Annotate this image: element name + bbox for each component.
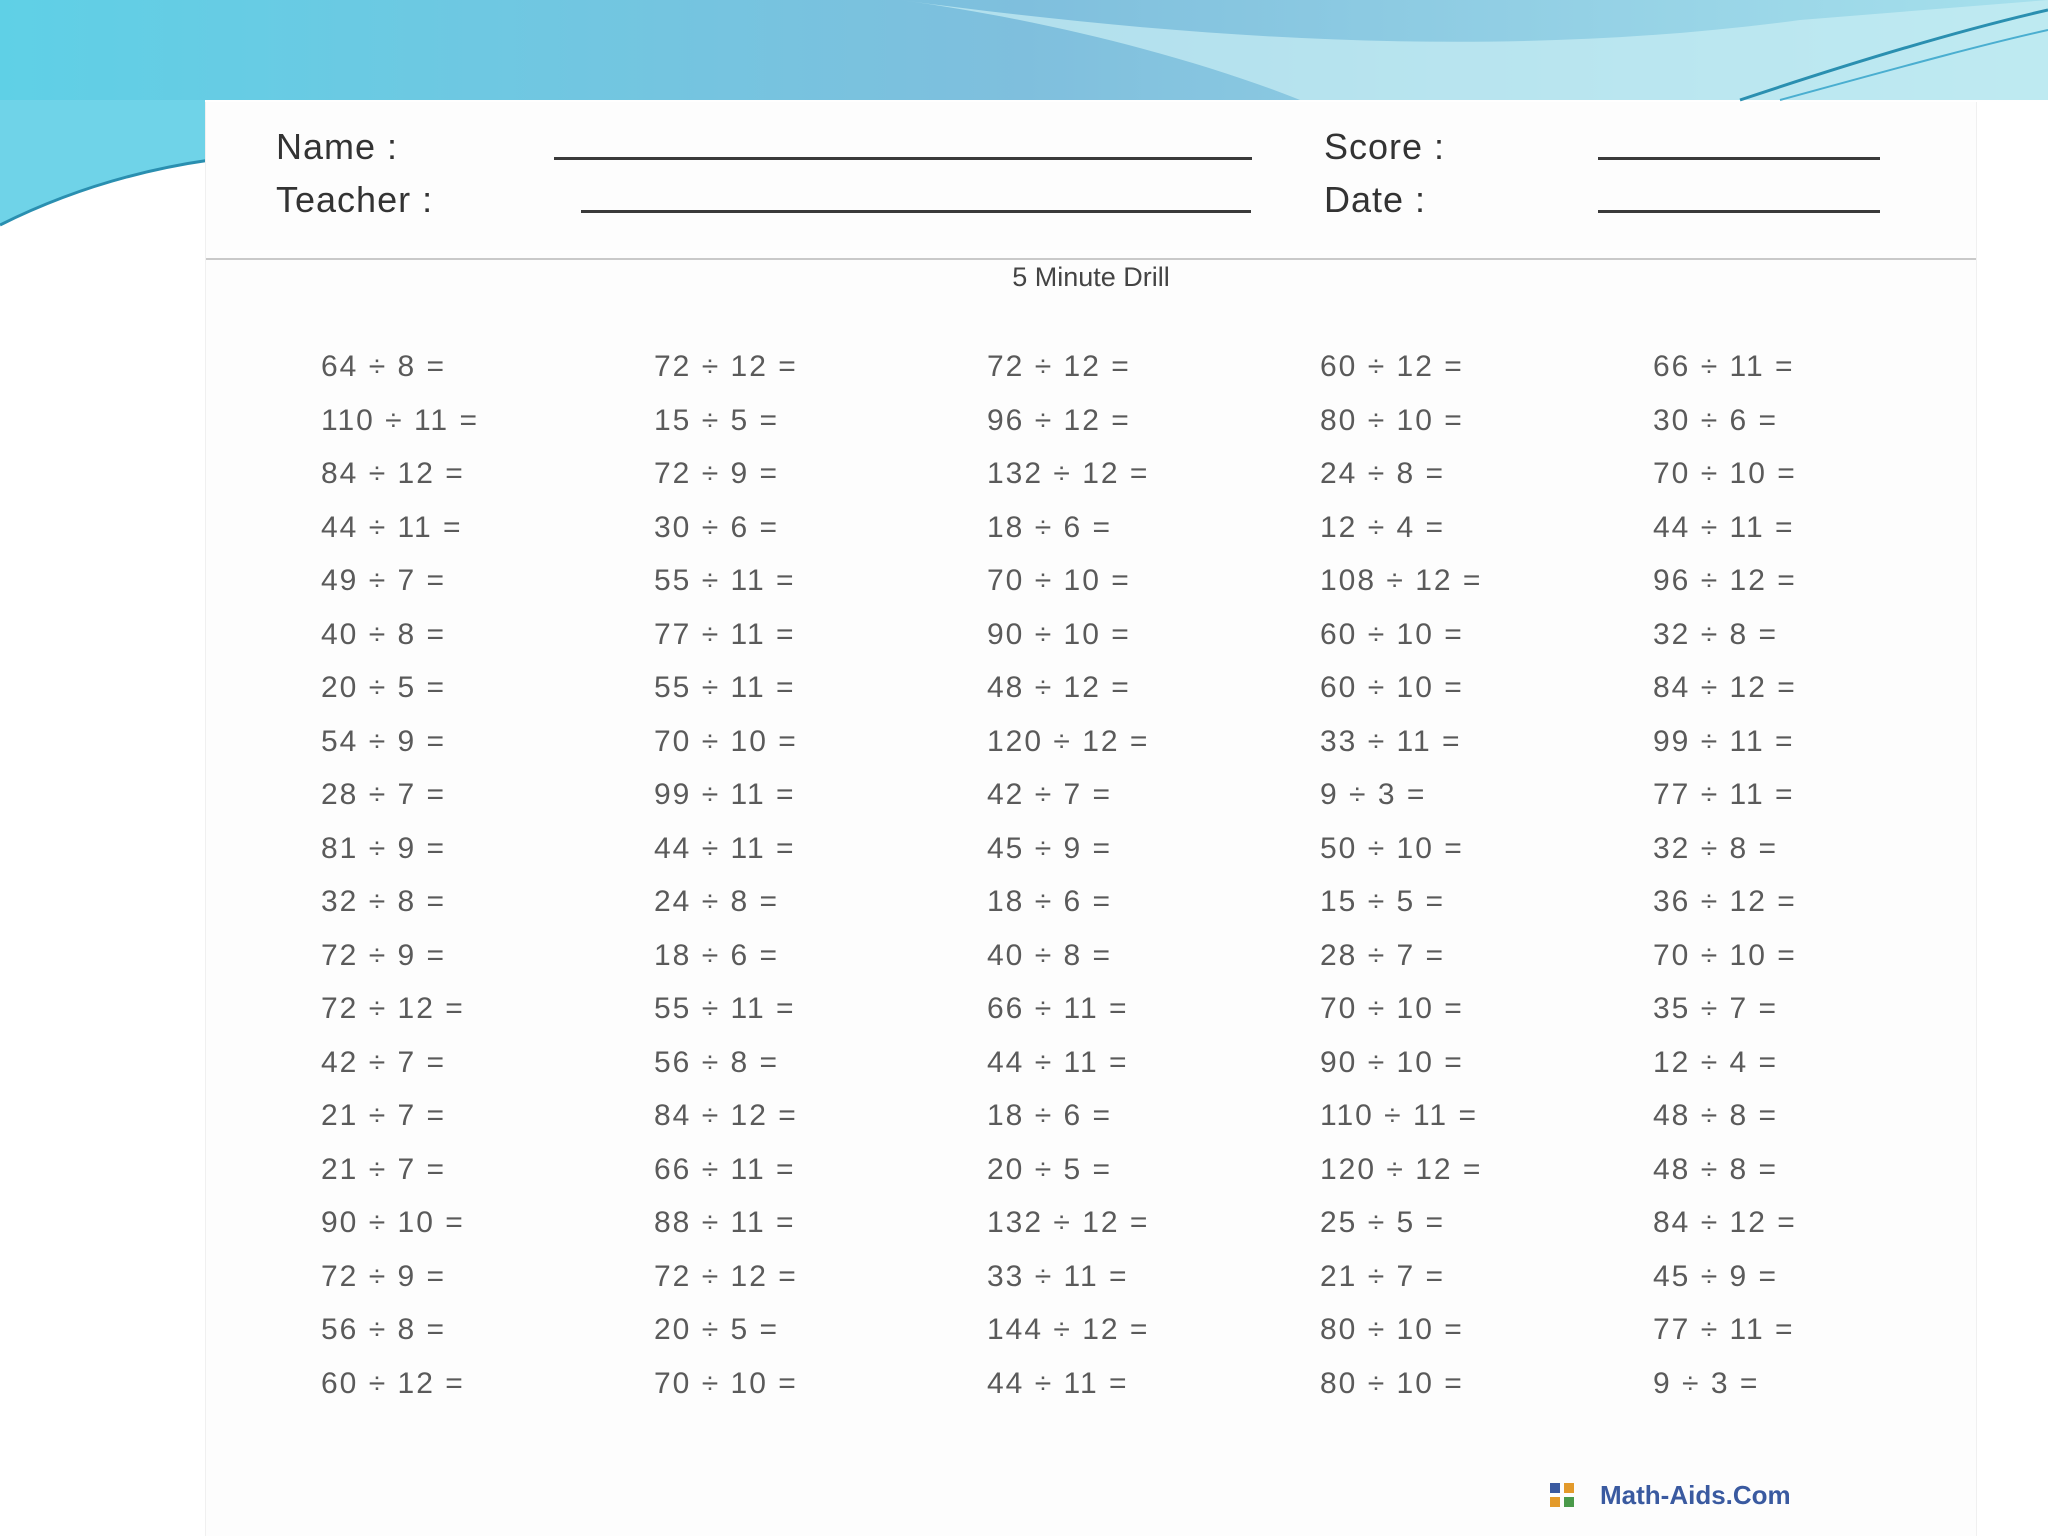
division-problem: 56 ÷ 8 = xyxy=(321,1313,447,1346)
division-problem: 15 ÷ 5 = xyxy=(1320,885,1446,918)
division-problem: 40 ÷ 8 = xyxy=(987,938,1113,972)
division-problem: 84 ÷ 12 = xyxy=(1653,671,1797,704)
division-problem: 18 ÷ 6 = xyxy=(987,885,1113,918)
division-problem: 44 ÷ 11 = xyxy=(987,1366,1129,1400)
division-problem: 60 ÷ 10 = xyxy=(1320,617,1464,651)
division-problem: 70 ÷ 10 = xyxy=(654,1366,798,1400)
division-problem: 84 ÷ 12 = xyxy=(1653,1206,1797,1239)
division-problem: 132 ÷ 12 = xyxy=(987,1206,1150,1239)
division-problem: 44 ÷ 11 = xyxy=(321,510,463,544)
division-problem: 12 ÷ 4 = xyxy=(1320,510,1446,544)
division-problem: 24 ÷ 8 = xyxy=(654,885,780,918)
division-problem: 72 ÷ 12 = xyxy=(654,1259,798,1293)
division-problem: 72 ÷ 9 = xyxy=(321,1259,447,1293)
division-problem: 32 ÷ 8 = xyxy=(1653,831,1779,865)
division-problem: 20 ÷ 5 = xyxy=(321,671,447,704)
division-problem: 99 ÷ 11 = xyxy=(654,778,796,811)
problem-grid xyxy=(321,340,1981,1410)
division-problem: 21 ÷ 7 = xyxy=(321,1099,447,1132)
division-problem: 96 ÷ 12 = xyxy=(1653,564,1797,597)
division-problem: 44 ÷ 11 = xyxy=(1653,510,1795,544)
division-problem: 110 ÷ 11 = xyxy=(321,403,479,437)
drill-title: 5 Minute Drill xyxy=(1012,262,1170,292)
division-problem: 33 ÷ 11 = xyxy=(987,1259,1129,1293)
division-problem: 33 ÷ 11 = xyxy=(1320,724,1462,758)
logo-text: Math-Aids.Com xyxy=(1600,1480,1791,1510)
division-problem: 84 ÷ 12 = xyxy=(654,1099,798,1132)
worksheet xyxy=(205,102,1977,1536)
division-problem: 88 ÷ 11 = xyxy=(654,1206,796,1239)
division-problem: 80 ÷ 10 = xyxy=(1320,1313,1464,1346)
division-problem: 72 ÷ 12 = xyxy=(987,350,1131,383)
division-problem: 25 ÷ 5 = xyxy=(1320,1206,1446,1239)
division-problem: 12 ÷ 4 = xyxy=(1653,1045,1779,1079)
score-label: Score : xyxy=(1324,126,1446,167)
division-problem: 18 ÷ 6 = xyxy=(987,1099,1113,1132)
division-problem: 44 ÷ 11 = xyxy=(654,831,796,865)
division-problem: 80 ÷ 10 = xyxy=(1320,1366,1464,1400)
division-problem: 72 ÷ 12 = xyxy=(321,992,465,1025)
division-problem: 70 ÷ 10 = xyxy=(987,564,1131,597)
division-problem: 77 ÷ 11 = xyxy=(1653,1313,1795,1346)
division-problem: 32 ÷ 8 = xyxy=(321,885,447,918)
name-line[interactable] xyxy=(554,157,1252,160)
footer-logo xyxy=(1548,1480,1791,1511)
division-problem: 108 ÷ 12 = xyxy=(1320,564,1483,597)
division-problem: 30 ÷ 6 = xyxy=(1653,403,1779,437)
header-divider xyxy=(206,258,1976,260)
division-problem: 50 ÷ 10 = xyxy=(1320,831,1464,865)
division-problem: 70 ÷ 10 = xyxy=(654,724,798,758)
division-problem: 49 ÷ 7 = xyxy=(321,564,447,597)
division-problem: 32 ÷ 8 = xyxy=(1653,617,1779,651)
division-problem: 84 ÷ 12 = xyxy=(321,457,465,490)
division-problem: 20 ÷ 5 = xyxy=(987,1152,1113,1186)
division-problem: 99 ÷ 11 = xyxy=(1653,724,1795,758)
division-problem: 56 ÷ 8 = xyxy=(654,1045,780,1079)
division-problem: 77 ÷ 11 = xyxy=(654,617,796,651)
division-problem: 15 ÷ 5 = xyxy=(654,403,780,437)
division-problem: 48 ÷ 8 = xyxy=(1653,1099,1779,1132)
division-problem: 40 ÷ 8 = xyxy=(321,617,447,651)
division-problem: 20 ÷ 5 = xyxy=(654,1313,780,1346)
division-problem: 110 ÷ 11 = xyxy=(1320,1099,1478,1132)
division-problem: 80 ÷ 10 = xyxy=(1320,403,1464,437)
name-label: Name : xyxy=(276,126,399,167)
division-problem: 81 ÷ 9 = xyxy=(321,831,447,865)
score-line[interactable] xyxy=(1598,157,1880,160)
division-problem: 66 ÷ 11 = xyxy=(1653,350,1795,383)
division-problem: 72 ÷ 9 = xyxy=(321,938,447,972)
division-problem: 54 ÷ 9 = xyxy=(321,724,447,758)
division-problem: 28 ÷ 7 = xyxy=(321,778,447,811)
division-problem: 60 ÷ 10 = xyxy=(1320,671,1464,704)
division-problem: 55 ÷ 11 = xyxy=(654,671,796,704)
division-problem: 35 ÷ 7 = xyxy=(1653,992,1779,1025)
division-problem: 9 ÷ 3 = xyxy=(1320,778,1427,811)
division-problem: 70 ÷ 10 = xyxy=(1653,457,1797,490)
division-problem: 36 ÷ 12 = xyxy=(1653,885,1797,918)
division-problem: 55 ÷ 11 = xyxy=(654,564,796,597)
division-problem: 72 ÷ 12 = xyxy=(654,350,798,383)
division-problem: 60 ÷ 12 = xyxy=(1320,350,1464,383)
teacher-label: Teacher : xyxy=(276,179,434,220)
division-problem: 90 ÷ 10 = xyxy=(987,617,1131,651)
division-problem: 21 ÷ 7 = xyxy=(321,1152,447,1186)
division-problem: 120 ÷ 12 = xyxy=(1320,1152,1483,1186)
math-aids-logo-icon xyxy=(1548,1481,1588,1511)
division-problem: 48 ÷ 12 = xyxy=(987,671,1131,704)
division-problem: 70 ÷ 10 = xyxy=(1653,938,1797,972)
division-problem: 90 ÷ 10 = xyxy=(1320,1045,1464,1079)
division-problem: 44 ÷ 11 = xyxy=(987,1045,1129,1079)
division-problem: 144 ÷ 12 = xyxy=(987,1313,1150,1346)
division-problem: 70 ÷ 10 = xyxy=(1320,992,1464,1025)
division-problem: 60 ÷ 12 = xyxy=(321,1366,465,1400)
division-problem: 66 ÷ 11 = xyxy=(987,992,1129,1025)
division-problem: 132 ÷ 12 = xyxy=(987,457,1150,490)
division-problem: 90 ÷ 10 = xyxy=(321,1206,465,1239)
division-problem: 18 ÷ 6 = xyxy=(987,510,1113,544)
division-problem: 64 ÷ 8 = xyxy=(321,350,447,383)
division-problem: 120 ÷ 12 = xyxy=(987,724,1150,758)
division-problem: 30 ÷ 6 = xyxy=(654,510,780,544)
division-problem: 72 ÷ 9 = xyxy=(654,457,780,490)
division-problem: 55 ÷ 11 = xyxy=(654,992,796,1025)
division-problem: 18 ÷ 6 = xyxy=(654,938,780,972)
division-problem: 96 ÷ 12 = xyxy=(987,403,1131,437)
division-problem: 77 ÷ 11 = xyxy=(1653,778,1795,811)
teacher-line[interactable] xyxy=(581,210,1251,213)
date-line[interactable] xyxy=(1598,210,1880,213)
division-problem: 66 ÷ 11 = xyxy=(654,1152,796,1186)
left-swoosh xyxy=(0,100,205,225)
division-problem: 42 ÷ 7 = xyxy=(987,778,1113,811)
division-problem: 45 ÷ 9 = xyxy=(1653,1259,1779,1293)
division-problem: 28 ÷ 7 = xyxy=(1320,938,1446,972)
division-problem: 45 ÷ 9 = xyxy=(987,831,1113,865)
division-problem: 42 ÷ 7 = xyxy=(321,1045,447,1079)
date-label: Date : xyxy=(1324,179,1427,220)
division-problem: 24 ÷ 8 = xyxy=(1320,457,1446,490)
division-problem: 9 ÷ 3 = xyxy=(1653,1366,1760,1400)
division-problem: 21 ÷ 7 = xyxy=(1320,1259,1446,1293)
division-problem: 48 ÷ 8 = xyxy=(1653,1152,1779,1186)
